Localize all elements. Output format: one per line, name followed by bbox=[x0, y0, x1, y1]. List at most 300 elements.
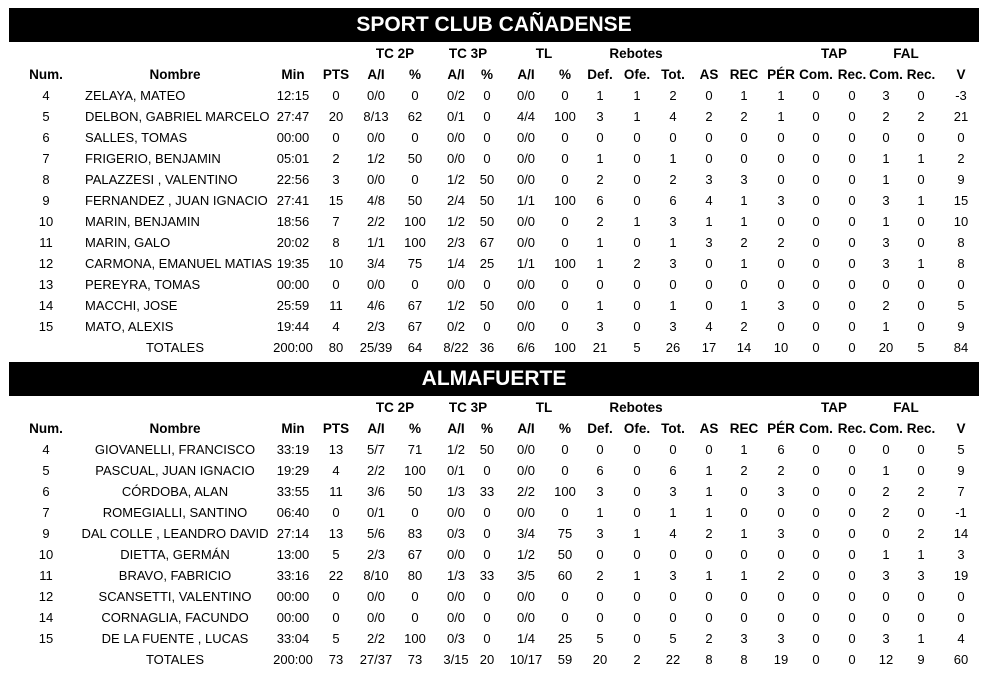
cell-num: 14 bbox=[38, 610, 54, 625]
cell-as: 0 bbox=[705, 298, 713, 313]
cell-name: SALLES, TOMAS bbox=[85, 130, 188, 145]
cell-tc2p-ai: 0/0 bbox=[366, 589, 386, 604]
cell-reb-def: 3 bbox=[596, 484, 604, 499]
player-row bbox=[0, 316, 989, 337]
cell-min: 18:56 bbox=[276, 214, 310, 229]
cell-reb-ofe: 1 bbox=[633, 214, 641, 229]
cell-as: 1 bbox=[705, 568, 713, 583]
cell-as: 2 bbox=[705, 631, 713, 646]
cell-tc3p-ai: 0/2 bbox=[446, 88, 466, 103]
cell-reb-ofe: 0 bbox=[633, 193, 641, 208]
team-name-banner: SPORT CLUB CAÑADENSE bbox=[9, 8, 979, 42]
cell-fal-com: 3 bbox=[882, 256, 890, 271]
cell-val: 0 bbox=[957, 277, 965, 292]
cell-tap-com: 0 bbox=[812, 130, 820, 145]
cell-tl-pct: 100 bbox=[554, 484, 576, 499]
cell-tl-ai: 0/0 bbox=[516, 172, 536, 187]
cell-min: 00:00 bbox=[276, 277, 310, 292]
cell-rec: 2 bbox=[740, 109, 748, 124]
cell-reb-def: 1 bbox=[596, 151, 604, 166]
cell-tc3p-pct: 0 bbox=[483, 526, 491, 541]
cell-per: 3 bbox=[777, 298, 785, 313]
cell-min: 200:00 bbox=[273, 340, 313, 355]
cell-as: 0 bbox=[705, 442, 713, 457]
totals-row bbox=[0, 337, 989, 358]
cell-num: 6 bbox=[42, 130, 50, 145]
cell-tc2p-pct: 50 bbox=[407, 151, 423, 166]
cell-tap-rec: 0 bbox=[848, 526, 856, 541]
cell-val: 60 bbox=[953, 652, 969, 667]
cell-tc3p-pct: 0 bbox=[483, 109, 491, 124]
cell-pts: 2 bbox=[332, 151, 340, 166]
cell-tl-ai: 3/5 bbox=[516, 568, 536, 583]
cell-pts: 20 bbox=[328, 109, 344, 124]
cell-fal-rec: 0 bbox=[917, 442, 925, 457]
cell-tl-pct: 0 bbox=[561, 172, 569, 187]
player-row bbox=[0, 523, 989, 544]
cell-num: 8 bbox=[42, 172, 50, 187]
group-header-row bbox=[0, 43, 989, 64]
cell-as: 2 bbox=[705, 109, 713, 124]
cell-fal-rec: 1 bbox=[917, 193, 925, 208]
cell-rec: 1 bbox=[740, 256, 748, 271]
player-row bbox=[0, 232, 989, 253]
column-header-tap-com: Com. bbox=[799, 421, 833, 436]
cell-tc2p-pct: 0 bbox=[411, 589, 419, 604]
cell-tc2p-ai: 8/10 bbox=[363, 568, 389, 583]
cell-rec: 0 bbox=[740, 610, 748, 625]
cell-name: FRIGERIO, BENJAMIN bbox=[85, 151, 221, 166]
cell-tl-pct: 100 bbox=[554, 109, 576, 124]
cell-tc2p-ai: 1/2 bbox=[366, 151, 386, 166]
cell-reb-def: 0 bbox=[596, 610, 604, 625]
player-row bbox=[0, 565, 989, 586]
cell-reb-ofe: 0 bbox=[633, 235, 641, 250]
cell-rec: 14 bbox=[736, 340, 752, 355]
cell-fal-com: 1 bbox=[882, 172, 890, 187]
column-header-min: Min bbox=[281, 421, 305, 436]
cell-reb-def: 0 bbox=[596, 547, 604, 562]
cell-reb-tot: 22 bbox=[665, 652, 681, 667]
cell-reb-ofe: 0 bbox=[633, 505, 641, 520]
cell-tc3p-pct: 36 bbox=[479, 340, 495, 355]
cell-val: 5 bbox=[957, 298, 965, 313]
cell-reb-def: 3 bbox=[596, 526, 604, 541]
cell-tap-rec: 0 bbox=[848, 505, 856, 520]
cell-tc2p-pct: 80 bbox=[407, 568, 423, 583]
cell-tap-com: 0 bbox=[812, 484, 820, 499]
cell-tap-com: 0 bbox=[812, 256, 820, 271]
cell-tc2p-pct: 64 bbox=[407, 340, 423, 355]
cell-reb-ofe: 0 bbox=[633, 610, 641, 625]
cell-tap-rec: 0 bbox=[848, 442, 856, 457]
cell-tc2p-ai: 2/2 bbox=[366, 631, 386, 646]
cell-tap-com: 0 bbox=[812, 193, 820, 208]
cell-tc2p-pct: 0 bbox=[411, 172, 419, 187]
cell-per: 1 bbox=[777, 109, 785, 124]
cell-tc3p-pct: 33 bbox=[479, 568, 495, 583]
cell-reb-ofe: 0 bbox=[633, 277, 641, 292]
cell-tap-rec: 0 bbox=[848, 277, 856, 292]
cell-tc2p-ai: 2/2 bbox=[366, 463, 386, 478]
cell-min: 20:02 bbox=[276, 235, 310, 250]
cell-tl-ai: 0/0 bbox=[516, 277, 536, 292]
cell-rec: 3 bbox=[740, 631, 748, 646]
cell-tc3p-ai: 1/2 bbox=[446, 298, 466, 313]
cell-tap-com: 0 bbox=[812, 463, 820, 478]
cell-tc3p-pct: 0 bbox=[483, 88, 491, 103]
cell-tc3p-pct: 50 bbox=[479, 442, 495, 457]
cell-per: 2 bbox=[777, 568, 785, 583]
cell-reb-tot: 4 bbox=[669, 109, 677, 124]
cell-as: 0 bbox=[705, 610, 713, 625]
cell-name: MATO, ALEXIS bbox=[85, 319, 174, 334]
cell-tl-pct: 0 bbox=[561, 610, 569, 625]
cell-tc3p-ai: 0/0 bbox=[446, 547, 466, 562]
cell-tap-com: 0 bbox=[812, 631, 820, 646]
column-header-as: AS bbox=[699, 421, 719, 436]
cell-reb-def: 0 bbox=[596, 277, 604, 292]
cell-reb-tot: 0 bbox=[669, 442, 677, 457]
cell-fal-com: 1 bbox=[882, 463, 890, 478]
cell-tap-com: 0 bbox=[812, 88, 820, 103]
cell-tc2p-ai: 0/0 bbox=[366, 277, 386, 292]
cell-tap-com: 0 bbox=[812, 610, 820, 625]
cell-tc3p-ai: 0/1 bbox=[446, 109, 466, 124]
player-row bbox=[0, 106, 989, 127]
cell-reb-def: 5 bbox=[596, 631, 604, 646]
cell-rec: 1 bbox=[740, 298, 748, 313]
cell-tap-com: 0 bbox=[812, 442, 820, 457]
cell-tap-rec: 0 bbox=[848, 214, 856, 229]
group-header-row bbox=[0, 397, 989, 418]
cell-tc2p-pct: 100 bbox=[404, 631, 426, 646]
cell-rec: 0 bbox=[740, 505, 748, 520]
cell-per: 10 bbox=[773, 340, 789, 355]
cell-per: 3 bbox=[777, 484, 785, 499]
cell-reb-tot: 3 bbox=[669, 319, 677, 334]
cell-min: 27:47 bbox=[276, 109, 310, 124]
cell-tap-rec: 0 bbox=[848, 568, 856, 583]
cell-reb-ofe: 5 bbox=[633, 340, 641, 355]
cell-reb-def: 1 bbox=[596, 298, 604, 313]
cell-reb-ofe: 0 bbox=[633, 319, 641, 334]
cell-min: 19:29 bbox=[276, 463, 310, 478]
player-row bbox=[0, 169, 989, 190]
cell-tap-rec: 0 bbox=[848, 652, 856, 667]
cell-val: -1 bbox=[955, 505, 967, 520]
cell-tap-rec: 0 bbox=[848, 631, 856, 646]
cell-val: 8 bbox=[957, 235, 965, 250]
cell-rec: 1 bbox=[740, 442, 748, 457]
cell-per: 0 bbox=[777, 319, 785, 334]
cell-name: PEREYRA, TOMAS bbox=[85, 277, 201, 292]
cell-per: 2 bbox=[777, 463, 785, 478]
cell-num: 12 bbox=[38, 256, 54, 271]
column-header-tl-pct: % bbox=[558, 67, 572, 82]
cell-num: 4 bbox=[42, 442, 50, 457]
cell-rec: 0 bbox=[740, 484, 748, 499]
cell-tc3p-ai: 1/2 bbox=[446, 172, 466, 187]
cell-tc3p-ai: 0/2 bbox=[446, 319, 466, 334]
column-header-tl-ai: A/I bbox=[517, 421, 535, 436]
cell-name: MARIN, GALO bbox=[85, 235, 171, 250]
cell-as: 3 bbox=[705, 172, 713, 187]
cell-tap-rec: 0 bbox=[848, 319, 856, 334]
cell-name: MACCHI, JOSE bbox=[85, 298, 178, 313]
cell-tap-rec: 0 bbox=[848, 463, 856, 478]
cell-fal-rec: 0 bbox=[917, 505, 925, 520]
cell-tap-com: 0 bbox=[812, 526, 820, 541]
column-header-reb-def: Def. bbox=[587, 421, 613, 436]
cell-reb-def: 1 bbox=[596, 88, 604, 103]
player-row bbox=[0, 85, 989, 106]
cell-tc2p-ai: 0/0 bbox=[366, 610, 386, 625]
cell-tc3p-ai: 1/4 bbox=[446, 256, 466, 271]
cell-tl-ai: 1/4 bbox=[516, 631, 536, 646]
cell-reb-def: 0 bbox=[596, 442, 604, 457]
cell-tc3p-ai: 0/0 bbox=[446, 277, 466, 292]
cell-tc3p-pct: 0 bbox=[483, 589, 491, 604]
cell-rec: 0 bbox=[740, 277, 748, 292]
cell-tc3p-ai: 1/3 bbox=[446, 484, 466, 499]
cell-name: ROMEGIALLI, SANTINO bbox=[102, 505, 248, 520]
cell-per: 0 bbox=[777, 151, 785, 166]
cell-tc3p-ai: 0/0 bbox=[446, 151, 466, 166]
cell-reb-def: 0 bbox=[596, 130, 604, 145]
cell-fal-rec: 0 bbox=[917, 463, 925, 478]
cell-tap-com: 0 bbox=[812, 652, 820, 667]
cell-min: 19:35 bbox=[276, 256, 310, 271]
cell-num: 7 bbox=[42, 151, 50, 166]
cell-val: 9 bbox=[957, 172, 965, 187]
column-header-row bbox=[0, 418, 989, 439]
cell-tc2p-ai: 3/6 bbox=[366, 484, 386, 499]
cell-tl-pct: 0 bbox=[561, 235, 569, 250]
cell-tl-ai: 0/0 bbox=[516, 130, 536, 145]
cell-reb-def: 21 bbox=[592, 340, 608, 355]
cell-per: 0 bbox=[777, 547, 785, 562]
cell-val: 0 bbox=[957, 610, 965, 625]
cell-tc2p-pct: 100 bbox=[404, 214, 426, 229]
cell-reb-ofe: 2 bbox=[633, 256, 641, 271]
cell-min: 33:19 bbox=[276, 442, 310, 457]
cell-min: 06:40 bbox=[276, 505, 310, 520]
cell-fal-rec: 2 bbox=[917, 526, 925, 541]
cell-reb-def: 2 bbox=[596, 214, 604, 229]
column-header-row bbox=[0, 64, 989, 85]
column-header-tap-com: Com. bbox=[799, 67, 833, 82]
cell-tap-com: 0 bbox=[812, 319, 820, 334]
cell-fal-com: 0 bbox=[882, 277, 890, 292]
cell-tl-pct: 100 bbox=[554, 340, 576, 355]
cell-tc3p-pct: 50 bbox=[479, 172, 495, 187]
cell-num: 4 bbox=[42, 88, 50, 103]
cell-name: TOTALES bbox=[145, 652, 205, 667]
column-header-name: Nombre bbox=[149, 67, 201, 82]
cell-reb-tot: 1 bbox=[669, 505, 677, 520]
cell-reb-ofe: 0 bbox=[633, 589, 641, 604]
cell-fal-rec: 1 bbox=[917, 547, 925, 562]
cell-tl-ai: 1/1 bbox=[516, 193, 536, 208]
cell-tap-rec: 0 bbox=[848, 88, 856, 103]
cell-tc3p-pct: 0 bbox=[483, 610, 491, 625]
cell-tc3p-ai: 0/0 bbox=[446, 130, 466, 145]
cell-reb-def: 6 bbox=[596, 193, 604, 208]
cell-reb-tot: 0 bbox=[669, 547, 677, 562]
cell-val: 9 bbox=[957, 463, 965, 478]
cell-name: PASCUAL, JUAN IGNACIO bbox=[95, 463, 255, 478]
cell-pts: 3 bbox=[332, 172, 340, 187]
cell-rec: 0 bbox=[740, 130, 748, 145]
cell-pts: 0 bbox=[332, 505, 340, 520]
cell-tl-ai: 0/0 bbox=[516, 589, 536, 604]
column-header-val: V bbox=[956, 421, 966, 436]
cell-per: 0 bbox=[777, 172, 785, 187]
cell-min: 13:00 bbox=[276, 547, 310, 562]
cell-per: 2 bbox=[777, 235, 785, 250]
cell-num: 9 bbox=[42, 526, 50, 541]
cell-tc2p-pct: 67 bbox=[407, 319, 423, 334]
player-row bbox=[0, 295, 989, 316]
cell-min: 33:04 bbox=[276, 631, 310, 646]
cell-tap-com: 0 bbox=[812, 214, 820, 229]
cell-tap-com: 0 bbox=[812, 547, 820, 562]
cell-tc2p-pct: 0 bbox=[411, 505, 419, 520]
cell-tc3p-ai: 0/1 bbox=[446, 463, 466, 478]
cell-tc2p-pct: 62 bbox=[407, 109, 423, 124]
cell-tc3p-ai: 0/3 bbox=[446, 631, 466, 646]
cell-as: 17 bbox=[701, 340, 717, 355]
cell-fal-rec: 1 bbox=[917, 631, 925, 646]
cell-reb-ofe: 0 bbox=[633, 130, 641, 145]
cell-num: 10 bbox=[38, 547, 54, 562]
cell-tl-ai: 1/1 bbox=[516, 256, 536, 271]
cell-tap-rec: 0 bbox=[848, 589, 856, 604]
cell-tc2p-ai: 4/6 bbox=[366, 298, 386, 313]
cell-reb-def: 6 bbox=[596, 463, 604, 478]
cell-name: DIETTA, GERMÁN bbox=[120, 547, 230, 562]
cell-per: 0 bbox=[777, 505, 785, 520]
cell-val: 9 bbox=[957, 319, 965, 334]
cell-tc2p-pct: 73 bbox=[407, 652, 423, 667]
cell-tc2p-ai: 1/1 bbox=[366, 235, 386, 250]
cell-tc2p-pct: 50 bbox=[407, 484, 423, 499]
cell-min: 33:55 bbox=[276, 484, 310, 499]
cell-rec: 0 bbox=[740, 547, 748, 562]
cell-tc2p-ai: 3/4 bbox=[366, 256, 386, 271]
cell-tap-rec: 0 bbox=[848, 256, 856, 271]
cell-tl-ai: 0/0 bbox=[516, 214, 536, 229]
column-header-name: Nombre bbox=[149, 421, 201, 436]
cell-reb-ofe: 2 bbox=[633, 652, 641, 667]
cell-as: 1 bbox=[705, 484, 713, 499]
cell-tc3p-ai: 2/3 bbox=[446, 235, 466, 250]
cell-name: CORNAGLIA, FACUNDO bbox=[101, 610, 249, 625]
cell-tl-pct: 0 bbox=[561, 589, 569, 604]
cell-tc3p-pct: 20 bbox=[479, 652, 495, 667]
cell-num: 5 bbox=[42, 109, 50, 124]
cell-num: 6 bbox=[42, 484, 50, 499]
cell-per: 0 bbox=[777, 214, 785, 229]
cell-fal-rec: 2 bbox=[917, 484, 925, 499]
cell-reb-def: 1 bbox=[596, 256, 604, 271]
column-header-tc2p-pct: % bbox=[408, 421, 422, 436]
column-header-tc3p-pct: % bbox=[480, 67, 494, 82]
cell-rec: 1 bbox=[740, 193, 748, 208]
cell-per: 6 bbox=[777, 442, 785, 457]
cell-tl-ai: 2/2 bbox=[516, 484, 536, 499]
cell-tc3p-ai: 0/0 bbox=[446, 610, 466, 625]
cell-reb-def: 1 bbox=[596, 235, 604, 250]
cell-tc2p-pct: 75 bbox=[407, 256, 423, 271]
cell-pts: 11 bbox=[329, 484, 343, 499]
cell-tc2p-pct: 0 bbox=[411, 277, 419, 292]
player-row bbox=[0, 607, 989, 628]
cell-tap-com: 0 bbox=[812, 277, 820, 292]
cell-tl-ai: 0/0 bbox=[516, 298, 536, 313]
cell-tc3p-pct: 33 bbox=[479, 484, 495, 499]
cell-reb-ofe: 0 bbox=[633, 442, 641, 457]
column-header-as: AS bbox=[699, 67, 719, 82]
cell-reb-def: 0 bbox=[596, 589, 604, 604]
player-row bbox=[0, 460, 989, 481]
cell-fal-rec: 3 bbox=[917, 568, 925, 583]
cell-tl-pct: 25 bbox=[557, 631, 573, 646]
cell-name: DAL COLLE , LEANDRO DAVID bbox=[81, 526, 269, 541]
column-header-per: PÉR bbox=[767, 421, 795, 436]
column-header-num: Num. bbox=[29, 67, 63, 82]
cell-pts: 5 bbox=[332, 547, 340, 562]
column-header-reb-def: Def. bbox=[587, 67, 613, 82]
cell-tl-ai: 0/0 bbox=[516, 235, 536, 250]
cell-tap-com: 0 bbox=[812, 568, 820, 583]
cell-pts: 22 bbox=[328, 568, 344, 583]
cell-name: BRAVO, FABRICIO bbox=[118, 568, 232, 583]
cell-tap-com: 0 bbox=[812, 298, 820, 313]
cell-tl-pct: 0 bbox=[561, 505, 569, 520]
column-header-fal-rec: Rec. bbox=[906, 421, 936, 436]
cell-as: 0 bbox=[705, 88, 713, 103]
cell-val: 8 bbox=[957, 256, 965, 271]
cell-tc3p-pct: 50 bbox=[479, 193, 495, 208]
cell-fal-rec: 0 bbox=[917, 610, 925, 625]
cell-tap-rec: 0 bbox=[848, 151, 856, 166]
column-header-rec: REC bbox=[729, 67, 759, 82]
cell-tc3p-pct: 25 bbox=[479, 256, 495, 271]
column-header-per: PÉR bbox=[767, 67, 795, 82]
cell-per: 3 bbox=[777, 526, 785, 541]
cell-tc2p-pct: 100 bbox=[404, 463, 426, 478]
cell-fal-rec: 5 bbox=[917, 340, 925, 355]
cell-fal-rec: 0 bbox=[917, 277, 925, 292]
cell-reb-tot: 1 bbox=[669, 298, 677, 313]
cell-tl-pct: 0 bbox=[561, 298, 569, 313]
cell-pts: 0 bbox=[332, 610, 340, 625]
cell-tc3p-pct: 0 bbox=[483, 319, 491, 334]
cell-reb-tot: 2 bbox=[669, 172, 677, 187]
cell-tl-ai: 3/4 bbox=[516, 526, 536, 541]
cell-fal-rec: 0 bbox=[917, 172, 925, 187]
cell-reb-tot: 3 bbox=[669, 484, 677, 499]
cell-tc3p-pct: 0 bbox=[483, 151, 491, 166]
cell-name: GIOVANELLI, FRANCISCO bbox=[94, 442, 256, 457]
cell-fal-com: 2 bbox=[882, 484, 890, 499]
cell-per: 0 bbox=[777, 277, 785, 292]
cell-num: 11 bbox=[39, 235, 53, 250]
group-header-fal: FAL bbox=[893, 400, 919, 415]
cell-rec: 8 bbox=[740, 652, 748, 667]
